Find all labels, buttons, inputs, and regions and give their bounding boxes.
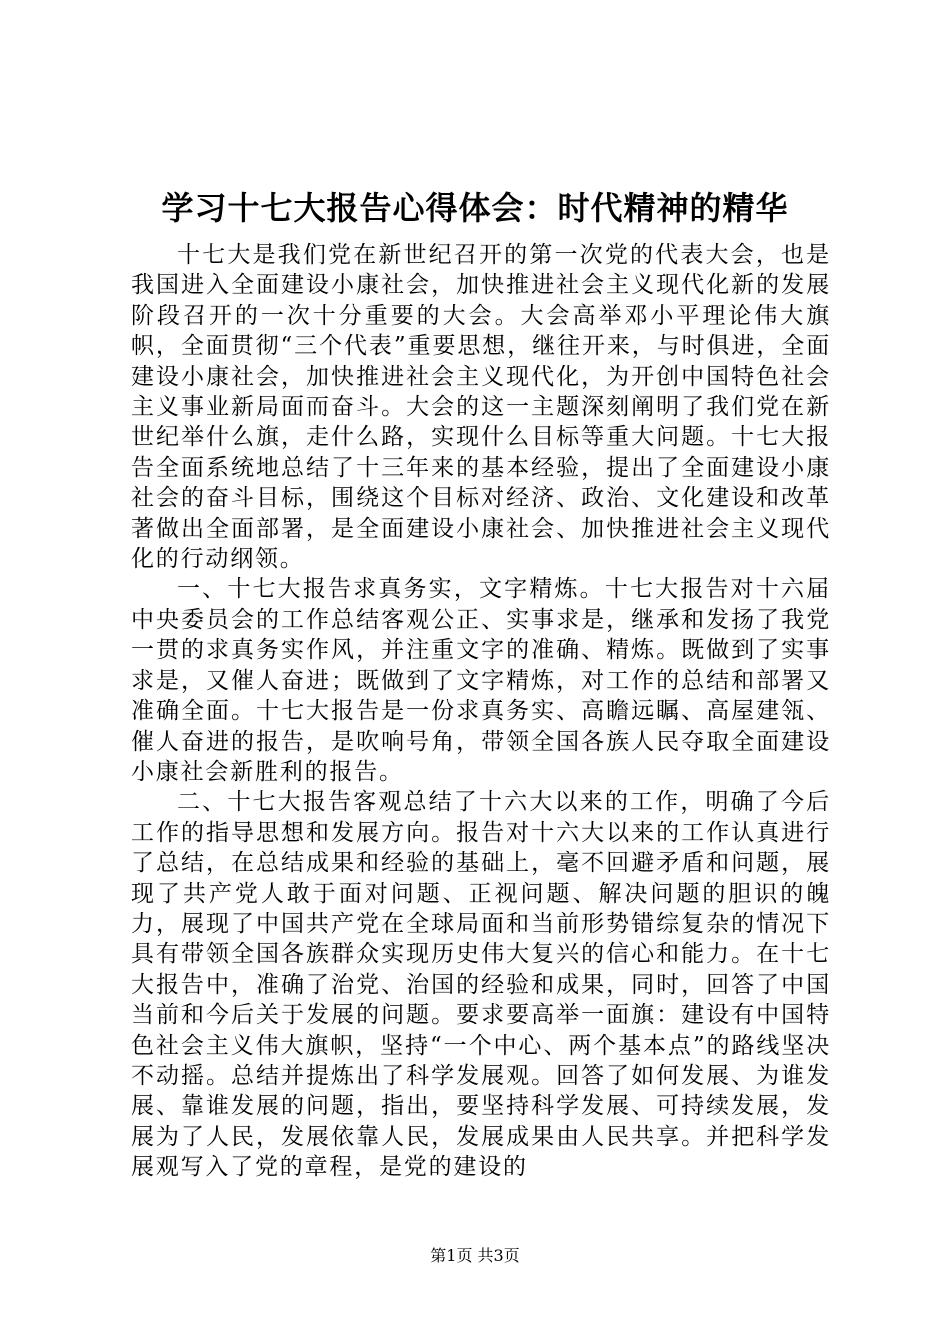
document-body: [131, 240, 831, 1183]
document-title: 学习十七大报告心得体会：时代精神的精华: [161, 189, 789, 227]
page-number-footer: 第1页 共3页: [430, 1246, 520, 1265]
paragraph-intro: 十七大是我们党在新世纪召开的第一次党的代表大会，也是我国进入全面建设小康社会，加快推进社会主义现代化新的发展阶段召开的一次十分重要的大会。大会高举邓小平理论伟大旗帜，全面贯彻“三个代表”重要思想，继往开来，与时俱进，全面建设小康社会，加快推进社会主义现代化，为开创中国特色社会主义事业新局面而奋斗。大会的这一主题深刻阐明了我们党在新世纪举什么旗，走什么路，实现什么目标等重大问题。十七大报告全面系统地总结了十三年来的基本经验，提出了全面建设小康社会的奋斗目标，围绕这个目标对经济、政治、文化建设和改革著做出全面部署，是全面建设小康社会、加快推进社会主义现代化的行动纲领。: [131, 242, 831, 573]
paragraph-point-one: 一、十七大报告求真务实，文字精炼。十七大报告对十六届中央委员会的工作总结客观公正、实事求是，继承和发扬了我党一贯的求真务实作风，并注重文字的准确、精炼。既做到了实事求是，又催人奋进；既做到了文字精炼，对工作的总结和部署又准确全面。十七大报告是一份求真务实、高瞻远瞩、高屋建瓴、催人奋进的报告，是吹响号角，带领全国各族人民夺取全面建设小康社会新胜利的报告。: [131, 576, 831, 785]
paragraph-point-two: 二、十七大报告客观总结了十六大以来的工作，明确了今后工作的指导思想和发展方向。报告对十六大以来的工作认真进行了总结，在总结成果和经验的基础上，毫不回避矛盾和问题，展现了共产党人敢于面对问题、正视问题、解决问题的胆识的魄力，展现了中国共产党在全球局面和当前形势错综复杂的情况下具有带领全国各族群众实现历史伟大复兴的信心和能力。在十七大报告中，准确了治党、治国的经验和成果，同时，回答了中国当前和今后关于发展的问题。要求要高举一面旗：建设有中国特色社会主义伟大旗帜，坚持“一个中心、两个基本点”的路线坚决不动摇。总结并提炼出了科学发展观。回答了如何发展、为谁发展、靠谁发展的问题，指出，要坚持科学发展、可持续发展，发展为了人民，发展依靠人民，发展成果由人民共享。并把科学发展观写入了党的章程，是党的建设的: [131, 789, 831, 1181]
